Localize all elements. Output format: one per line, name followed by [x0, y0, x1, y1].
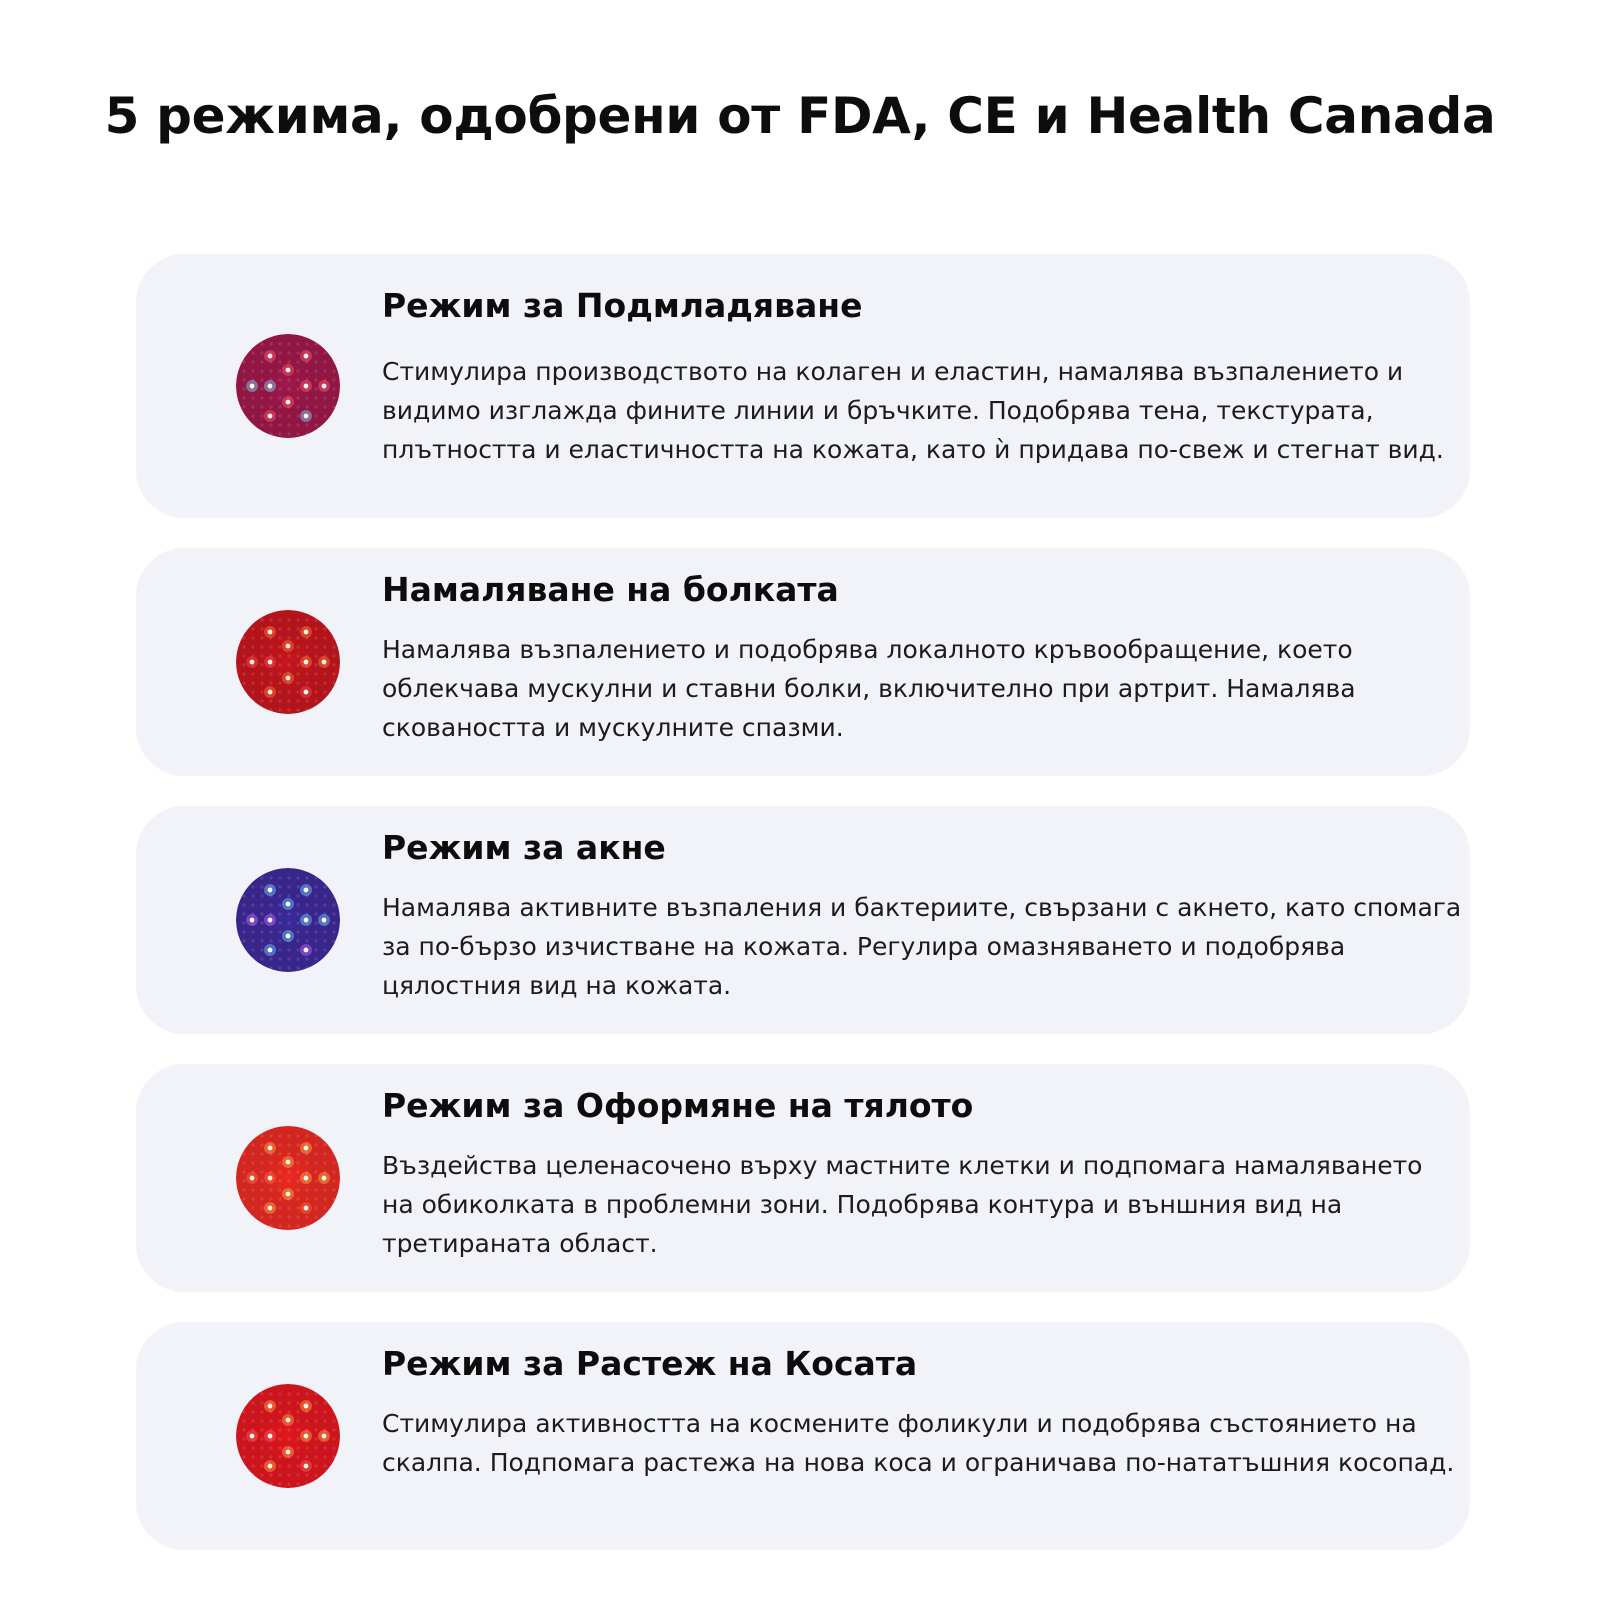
mode-card-rejuvenation [136, 254, 1470, 518]
blue-led-icon [236, 868, 340, 972]
mode-description: Стимулира производството на колаген и еластин, намалява възпалението и видимо изглажда фините линии и бръчките. Подобрява тена, текстурата, плътността и еластичността на кожата, като ѝ придава по-свеж и стегнат вид. [382, 357, 1444, 464]
mode-title: Режим за Подмладяване [382, 286, 863, 325]
mode-title: Режим за Растеж на Косата [382, 1344, 918, 1383]
mode-title: Режим за Оформяне на тялото [382, 1086, 974, 1125]
red-led-icon [236, 610, 340, 714]
mode-card-body-contouring [136, 1064, 1470, 1292]
mode-title: Намаляване на болката [382, 570, 839, 609]
mode-description: Стимулира активността на космените фоликули и подобрява състоянието на скалпа. Подпомага растежа на нова коса и ограничава по-нататъшния косопад. [382, 1409, 1455, 1477]
mode-description: Намалява възпалението и подобрява локалното кръвообращение, което облекчава мускулни и ставни болки, включително при артрит. Намалява сковаността и мускулните спазми. [382, 635, 1356, 742]
mode-card-hair-growth [136, 1322, 1470, 1550]
mode-card-pain-relief [136, 548, 1470, 776]
hair-growth-led-icon [236, 1384, 340, 1488]
infrared-led-icon [236, 1126, 340, 1230]
mode-description: Намалява активните възпаления и бактериите, свързани с акнето, като спомага за по-бързо изчистване на кожата. Регулира омазняването и подобрява цялостния вид на кожата. [382, 893, 1462, 1000]
mode-description: Въздейства целенасочено върху мастните клетки и подпомага намаляването на обиколката в проблемни зони. Подобрява контура и външния вид на третираната област. [382, 1151, 1423, 1258]
red-blue-led-icon [236, 334, 340, 438]
page-title: 5 режима, одобрени от FDA, CE и Health Canada [104, 87, 1496, 145]
mode-title: Режим за акне [382, 828, 666, 867]
mode-card-acne [136, 806, 1470, 1034]
